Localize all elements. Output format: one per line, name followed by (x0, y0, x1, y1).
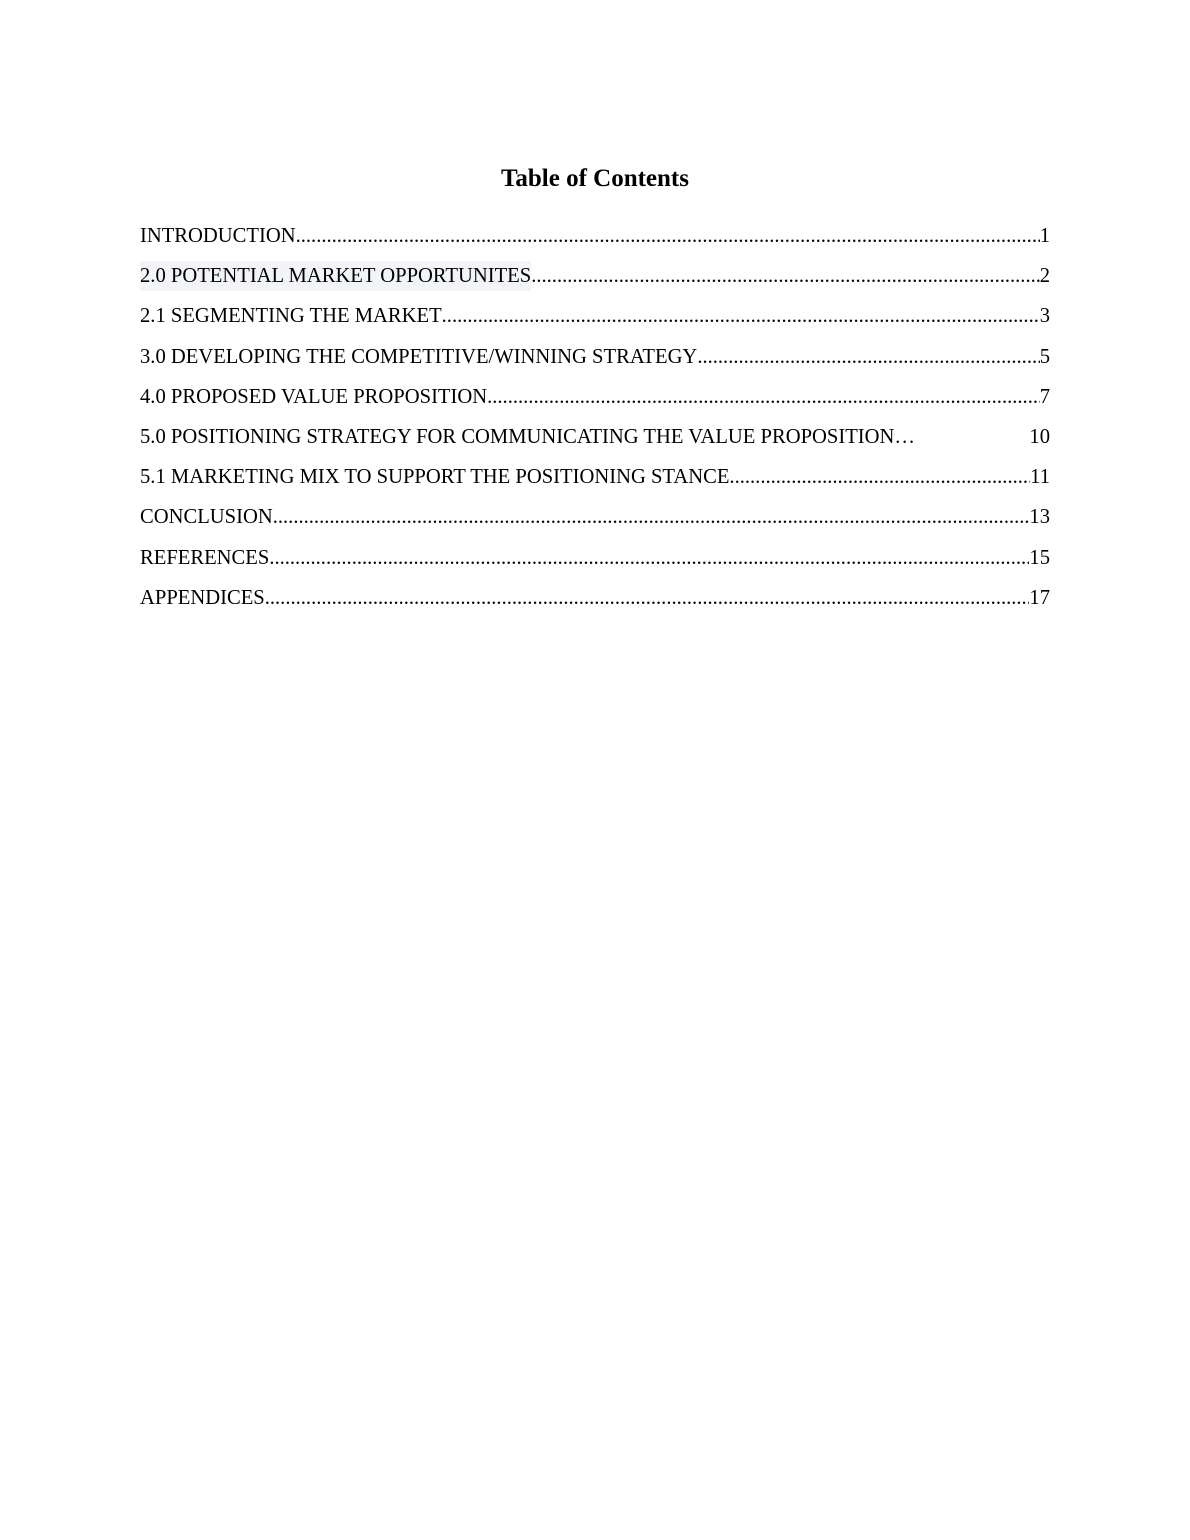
toc-dot-leader (296, 221, 1040, 251)
toc-entry-page-number: 3 (1039, 305, 1050, 328)
toc-dot-leader (269, 543, 1029, 573)
toc-entry-competitive-strategy[interactable] (140, 342, 1050, 382)
toc-title: Table of Contents (501, 165, 689, 192)
toc-entry-label: APPENDICES (140, 586, 265, 609)
toc-entry-page-number: 7 (1039, 385, 1050, 408)
toc-entry-segmenting-the-market[interactable] (140, 301, 1050, 341)
toc-entry-positioning-strategy[interactable] (140, 422, 1050, 462)
toc-entry-label: 5.0 POSITIONING STRATEGY FOR COMMUNICATING THE VALUE PROPOSITION (140, 425, 895, 448)
toc-entry-page-number: 5 (1039, 345, 1050, 368)
toc-entry-introduction[interactable] (140, 221, 1050, 261)
toc-dot-leader (894, 422, 1029, 452)
toc-dot-leader (729, 462, 1030, 492)
toc-entry-label: REFERENCES (140, 546, 270, 569)
toc-entry-label: 3.0 DEVELOPING THE COMPETITIVE/WINNING STRATEGY (140, 345, 698, 368)
toc-dot-leader (487, 382, 1040, 412)
toc-entry-label: CONCLUSION (140, 506, 273, 529)
toc-entry-label: INTRODUCTION (140, 225, 296, 247)
toc-entry-page-number: 17 (1029, 586, 1050, 609)
toc-entry-page-number: 15 (1029, 546, 1050, 569)
toc-dot-leader (531, 261, 1040, 291)
toc-entry-page-number: 11 (1030, 466, 1050, 489)
toc-entry-references[interactable] (140, 543, 1050, 583)
toc-dot-leader (697, 342, 1039, 372)
toc-entry-potential-market-opportunities[interactable] (140, 261, 1050, 301)
toc-entry-label: 4.0 PROPOSED VALUE PROPOSITION (140, 385, 488, 408)
toc-entry-conclusion[interactable] (140, 502, 1050, 542)
toc-entry-label: 2.0 POTENTIAL MARKET OPPORTUNITES (140, 261, 531, 291)
toc-entry-value-proposition[interactable] (140, 382, 1050, 422)
toc-entry-page-number: 2 (1039, 265, 1050, 288)
toc-entry-label: 5.1 MARKETING MIX TO SUPPORT THE POSITIONING STANCE (140, 466, 730, 489)
toc-dot-leader (273, 502, 1030, 532)
toc-entry-marketing-mix[interactable] (140, 462, 1050, 502)
toc-dot-leader (265, 583, 1030, 613)
toc-entry-label: 2.1 SEGMENTING THE MARKET (140, 305, 442, 328)
toc-list (140, 221, 1050, 623)
toc-entry-page-number: 10 (1029, 425, 1050, 448)
toc-entry-appendices[interactable] (140, 583, 1050, 623)
toc-entry-page-number: 13 (1029, 506, 1050, 529)
toc-entry-page-number: 1 (1039, 225, 1050, 247)
toc-dot-leader (442, 301, 1040, 331)
